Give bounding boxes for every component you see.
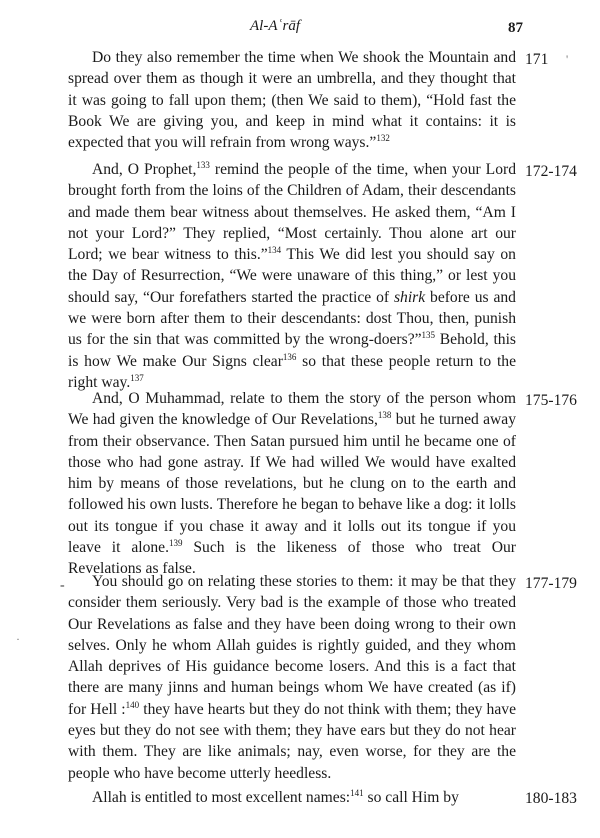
text-run: Allah is entitled to most excellent names: [92, 789, 351, 806]
margin-mark: ' [566, 52, 569, 66]
text-run: You should go on relating these stories to them: it may be that they consider them seriously. Very bad is the example of those who treated Our Revelations as false and they have been doing wrong to their own selves. Only he whom Allah guides is rightly guided, and they whom Allah deprives of His guidance become losers. And this is a fact that there are many jinns and human beings whom We have created (as if) for Hell : [68, 573, 516, 718]
footnote-ref: 135 [421, 330, 436, 341]
verse-reference: 172-174 [525, 163, 577, 180]
footnote-ref: 134 [267, 245, 282, 255]
text-run: before us and we were born after them to their descendants: dost Thou, then, punish us for the sin that was committed by the wrong-doers?” [68, 288, 516, 349]
verse-reference: 171 [525, 51, 549, 68]
passage-paragraph [68, 571, 516, 784]
footnote-ref: 136 [282, 351, 297, 362]
footnote-ref: 137 [130, 372, 144, 383]
footnote-ref: 139 [168, 537, 183, 548]
footnote-ref: 138 [377, 410, 392, 421]
text-run: Behold, this is how We make Our Signs clear [68, 331, 516, 370]
footnote-ref: 133 [196, 159, 210, 170]
text-run: Such is the likeness of those who treat Our Revelations as false. [68, 539, 516, 578]
footnote-ref: 141 [350, 787, 364, 798]
text-run: And, O Prophet, [92, 161, 197, 178]
passage-paragraph [68, 388, 516, 580]
verse-reference: 180-183 [525, 790, 577, 807]
margin-mark: - [60, 578, 65, 593]
text-run: they have hearts but they do not think with them; they have eyes but they do not see with them; they have ears but they do not hear with them. They are like animals; nay, even worse, for they are the people who have become utterly heedless. [68, 700, 516, 782]
passage-paragraph [68, 787, 516, 808]
verse-reference: 177-179 [525, 575, 577, 592]
margin-mark: · [16, 632, 20, 646]
running-title: Al-Aʿrāf [250, 18, 300, 34]
footnote-ref: 132 [376, 133, 390, 143]
text-run: so call Him by [363, 789, 459, 806]
text-run: And, O Muhammad, relate to them the story of the person whom We had given the knowledge of Our Revelations, [68, 390, 516, 429]
footnote-ref: 140 [125, 699, 140, 710]
text-run: This We did lest you should say on the Day of Resurrection, “We were unaware of this thing,” or lest you should say, “Our forefathers started the practice of [68, 246, 516, 306]
italic-term: shirk [393, 288, 426, 306]
text-run: Do they also remember the time when We shook the Mountain and spread over them as though it were an umbrella, and they thought that it was going to fall upon them; (then We said to them), “Hold fast the Book We are giving you, and keep in mind what it contains: it is expected that you will refrain from wrong ways.” [68, 49, 516, 152]
passage-paragraph [68, 159, 516, 393]
text-run: but he turned away from their observance. Then Satan pursued him until he became one of those who had gone astray. If We had willed We would have exalted him by means of those revelations, but he clung on to the earth and followed his own lusts. Therefore he began to behave like a dog: it lolls out its tongue if you chase it away and it lolls out its tongue if you leave it alone. [68, 411, 516, 557]
verse-reference: 175-176 [525, 392, 577, 409]
passage-paragraph [68, 47, 516, 153]
text-run: remind the people of the time, when your Lord brought forth from the loins of the Children of Adam, their descendants and made them bear witness about themselves. He asked them, “Am I not your Lord?” They replied, “Most certainly. Thou alone art our Lord; we bear witness to this.” [68, 161, 516, 264]
text-run: so that these people return to the right way. [68, 352, 516, 391]
page-number: 87 [508, 20, 523, 36]
